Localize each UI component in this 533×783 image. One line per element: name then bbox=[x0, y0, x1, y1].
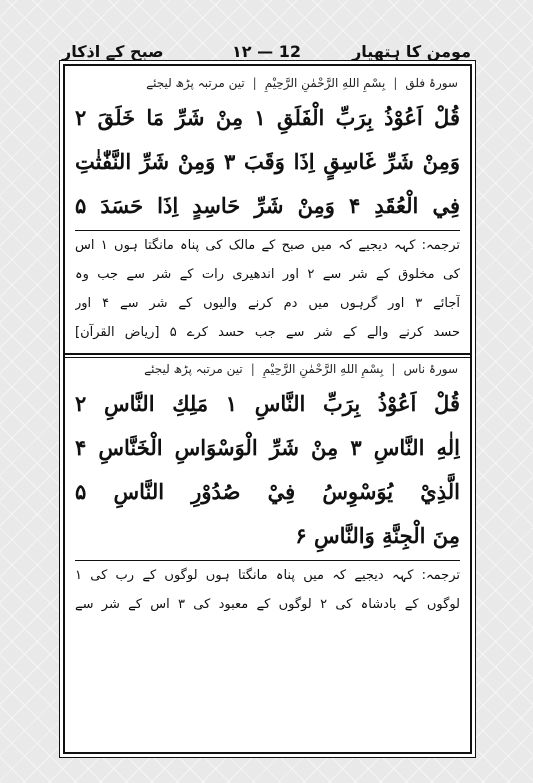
surah-nas-name: سورۂ ناس bbox=[403, 362, 458, 376]
content-frame bbox=[63, 64, 472, 754]
translation-block bbox=[75, 560, 460, 619]
separator: | bbox=[393, 76, 398, 90]
section-title: صبح کے اذکار bbox=[62, 42, 164, 61]
translation-line: حسد کرنے والے کے شر سے جب حسد کرے ۵ [ریاض القرآن] bbox=[75, 325, 460, 340]
arabic-line: قُلْ اَعُوْذُ بِرَبِّ النَّاسِ ۱ مَلِكِ النَّاسِ ۲ bbox=[75, 391, 460, 416]
bismillah: بِسْمِ اللهِ الرَّحْمٰنِ الرَّحِيْمِ bbox=[262, 362, 384, 376]
separator: | bbox=[252, 76, 257, 90]
book-title: مومن کا ہتھیار bbox=[352, 42, 471, 61]
arabic-line: الَّذِيْ يُوَسْوِسُ فِيْ صُدُوْرِ النَّاسِ ۵ bbox=[75, 479, 460, 504]
translation-line: کی مخلوق کے شر سے ۲ اور اندھیری رات کے شر سے جب وہ bbox=[75, 267, 460, 282]
surah-falaq-heading bbox=[77, 76, 458, 90]
arabic-line: قُلْ اَعُوْذُ بِرَبِّ الْفَلَقِ ۱ مِنْ شَرِّ مَا خَلَقَ ۲ bbox=[75, 105, 460, 130]
surah-nas-heading bbox=[77, 362, 458, 376]
arabic-line: فِي الْعُقَدِ ۴ وَمِنْ شَرِّ حَاسِدٍ اِذَا حَسَدَ ۵ bbox=[75, 193, 460, 218]
translation-block bbox=[75, 230, 460, 347]
arabic-line: مِنَ الْجِنَّةِ وَالنَّاسِ ۶ bbox=[295, 523, 460, 548]
translation-line: آجائے ۳ اور گرہوں میں دم کرنے والیوں کے شر سے ۴ اور bbox=[75, 296, 460, 311]
recitation-instruction: تین مرتبہ پڑھ لیجئے bbox=[146, 76, 245, 90]
surah-nas-section bbox=[75, 362, 460, 619]
translation-line: ترجمہ: کہہ دیجیے کہ میں صبح کے مالک کی پناہ مانگتا ہوں ۱ اس bbox=[75, 238, 460, 253]
arabic-line: وَمِنْ شَرِّ غَاسِقٍ اِذَا وَقَبَ ۳ وَمِنْ شَرِّ النَّفّٰثٰتِ bbox=[75, 149, 460, 174]
arabic-line: اِلٰهِ النَّاسِ ۳ مِنْ شَرِّ الْوَسْوَاسِ الْخَنَّاسِ ۴ bbox=[75, 435, 460, 460]
page-number: ۱۲ — 12 bbox=[232, 42, 301, 61]
bismillah: بِسْمِ اللهِ الرَّحْمٰنِ الرَّحِيْمِ bbox=[264, 76, 386, 90]
translation-line: لوگوں کے بادشاہ کی ۲ لوگوں کے معبود کی ۳ اس کے شر سے bbox=[75, 597, 460, 612]
separator: | bbox=[250, 362, 255, 376]
surah-falaq-name: سورۂ فلق bbox=[405, 76, 458, 90]
separator: | bbox=[391, 362, 396, 376]
page-header bbox=[62, 34, 471, 64]
surah-falaq-section bbox=[75, 76, 460, 347]
recitation-instruction: تین مرتبہ پڑھ لیجئے bbox=[144, 362, 243, 376]
translation-line: ترجمہ: کہہ دیجیے کہ میں پناہ مانگتا ہوں لوگوں کے رب کی ۱ bbox=[75, 568, 460, 583]
section-divider bbox=[65, 353, 470, 358]
